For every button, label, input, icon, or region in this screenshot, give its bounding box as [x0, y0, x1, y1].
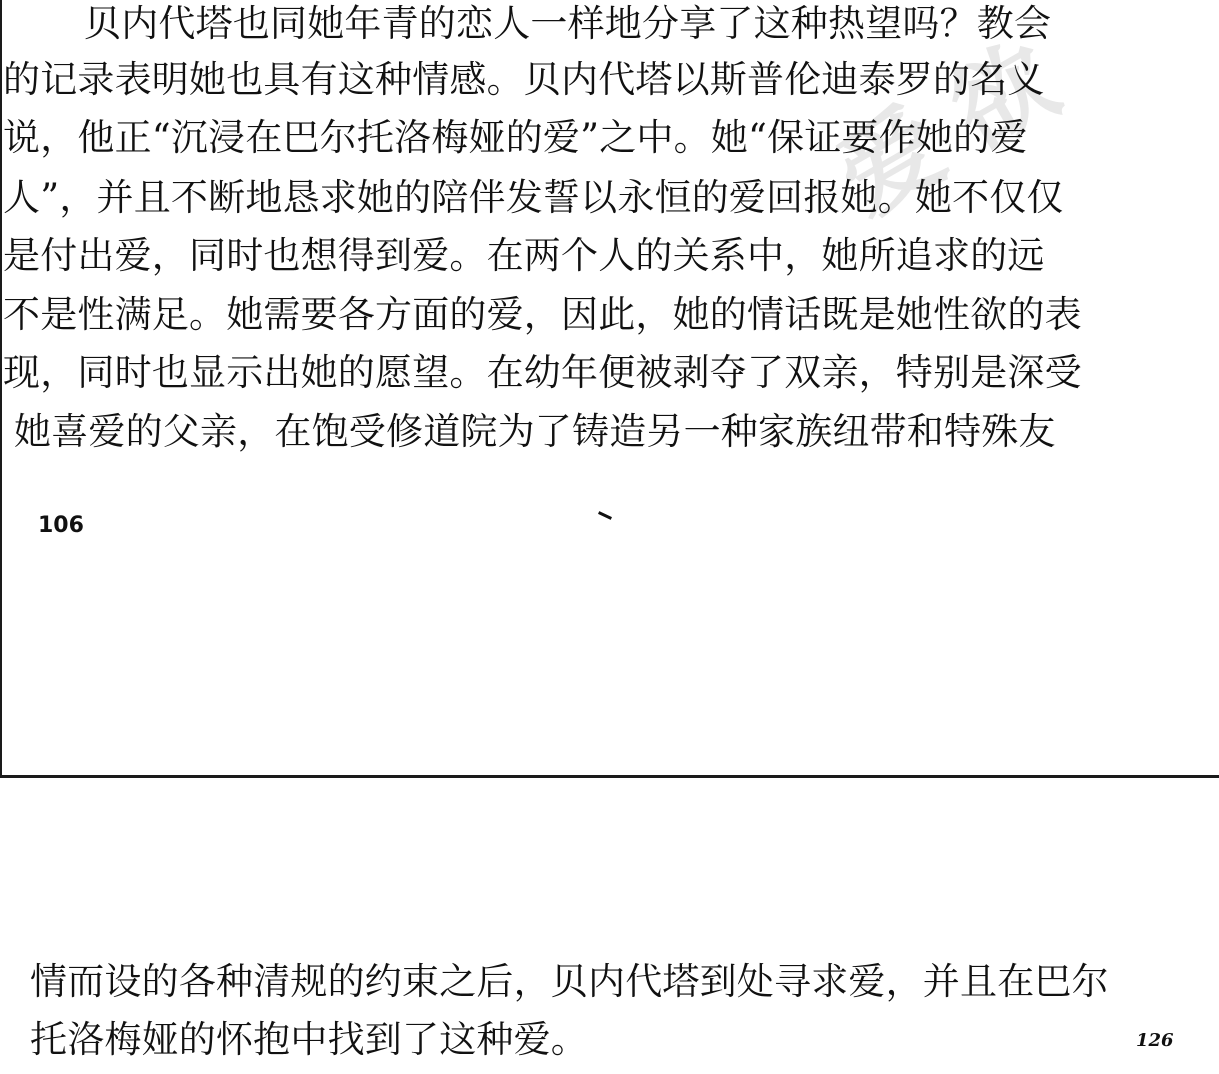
bottom-text-line-1: 情而设的各种清规的约束之后，贝内代塔到处寻求爱，并且在巴尔 [30, 960, 1109, 1003]
top-text-line-4: 人”，并且不断地恳求她的陪伴发誓以永恒的爱回报她。她不仅仅 [3, 176, 1064, 219]
top-text-line-1: 贝内代塔也同她年青的恋人一样地分享了这种热望吗？教会 [84, 2, 1052, 45]
top-text-line-8: 她喜爱的父亲，在饱受修道院为了铸造另一种家族纽带和特殊友 [14, 410, 1056, 453]
bottom-text-line-2: 托洛梅娅的怀抱中找到了这种爱。 [30, 1018, 588, 1061]
watermark-char-1: 爱 [818, 85, 964, 238]
watermark [753, 0, 1219, 328]
top-text-line-3: 说，他正“沉浸在巴尔托洛梅娅的爱”之中。她“保证要作她的爱 [3, 116, 1028, 159]
top-text-line-5: 是付出爱，同时也想得到爱。在两个人的关系中，她所追求的远 [3, 234, 1045, 277]
page-number-top: 106 [38, 513, 84, 538]
watermark-char-2: 欲 [930, 20, 1077, 173]
top-text-line-2: 的记录表明她也具有这种情感。贝内代塔以斯普伦迪泰罗的名义 [3, 58, 1045, 101]
top-text-line-7: 现，同时也显示出她的愿望。在幼年便被剥夺了双亲，特别是深受 [3, 351, 1082, 394]
stray-mark [598, 511, 612, 520]
top-text-line-6: 不是性满足。她需要各方面的爱，因此，她的情话既是她性欲的表 [3, 293, 1082, 336]
page-left-edge [0, 0, 2, 777]
bottom-page [0, 778, 1219, 1074]
page-number-bottom: 126 [1136, 1030, 1174, 1051]
